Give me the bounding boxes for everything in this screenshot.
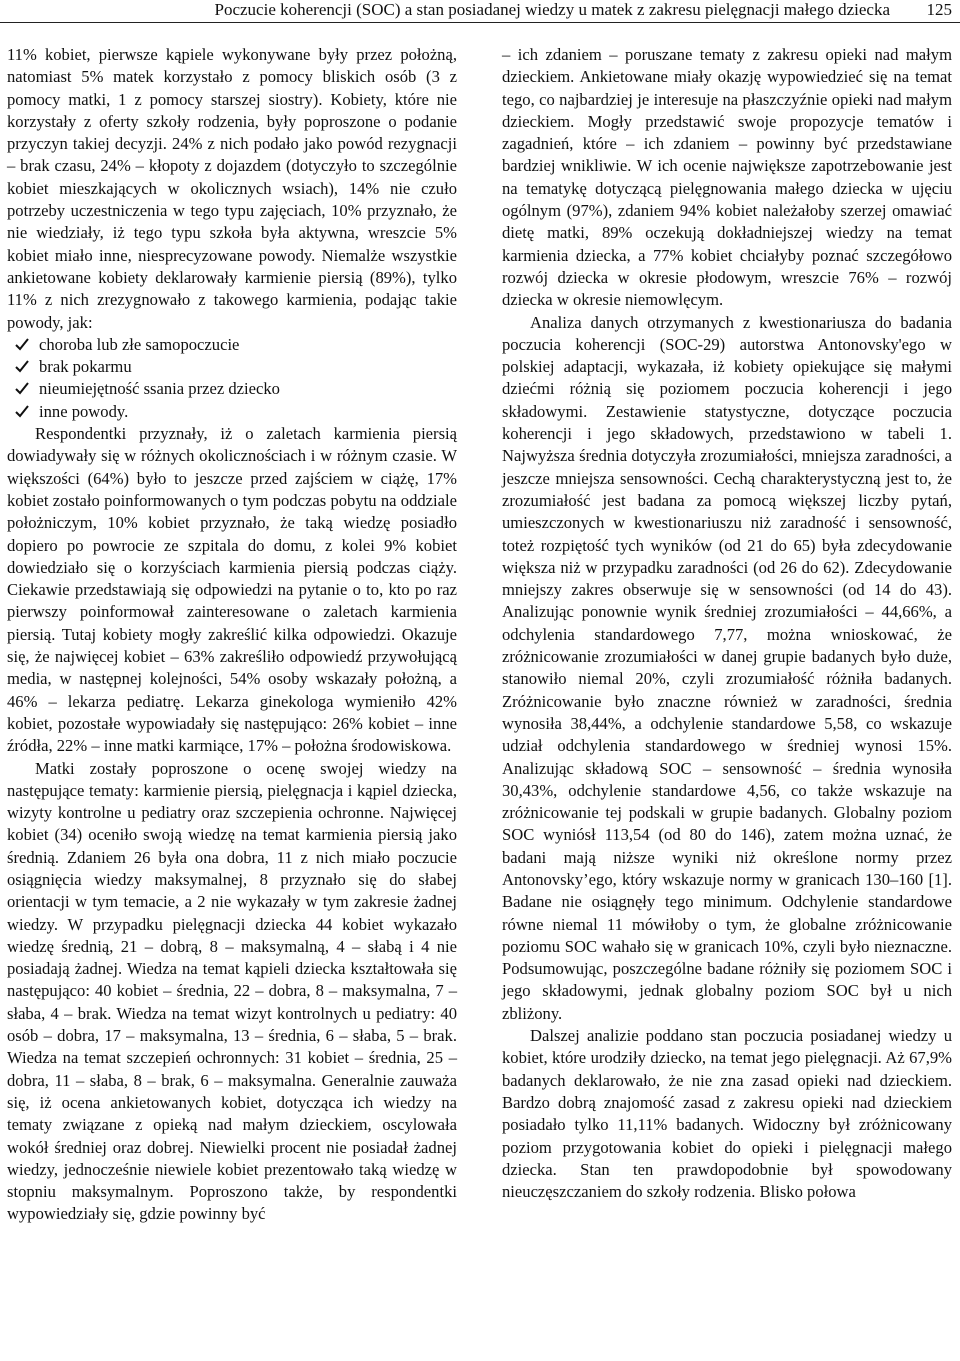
- page-number: 125: [926, 0, 952, 19]
- reasons-checklist: [7, 334, 457, 423]
- checkmark-icon: [15, 401, 39, 423]
- checkmark-icon: [15, 334, 39, 356]
- running-title: Poczucie koherencji (SOC) a stan posiadanej wiedzy u matek z zakresu pielęgnacji małego dziecka: [214, 0, 890, 19]
- checklist-item: [15, 378, 457, 400]
- checkmark-icon: [15, 356, 39, 378]
- checklist-item: [15, 334, 457, 356]
- checklist-item-text: inne powody.: [39, 401, 129, 421]
- paragraph: – ich zdaniem – poruszane tematy z zakresu opieki nad małym dzieckiem. Ankietowane miały okazję wypowiedzieć się na temat tego, co najbardziej je interesuje na płaszczyźnie opieki nad małym dzieckiem. Mogły przedstawić swoje propozycje tematów i zagadnień, które – ich zdaniem – powinny być przedstawiane bardziej wnikliwie. W ich ocenie największe zapotrzebowanie jest na tematykę dotyczącą pielęgnowania małego dziecka w ujęciu ogólnym (97%), zdaniem 94% kobiet należałoby szerzej omawiać dietę matki, 89% oczekują dokładniejszej wiedzy na temat karmienia dziecka, a 77% kobiet chciałyby poznać szczegółowo rozwój dziecka w okresie płodowym, wreszcie 76% – rozwój dziecka w okresie niemowlęcym.: [502, 45, 952, 310]
- paragraph: Dalszej analizie poddano stan poczucia posiadanej wiedzy u kobiet, które urodziły dziecko, na temat jego pielęgnacji. Aż 67,9% badanych deklarowało, że nie zna zasad opieki nad dzieckiem. Bardzo dobrą znajomość zasad z zakresu opieki nad dzieckiem posiadało tylko 11,11% badanych. Widoczny był zróżnicowany poziom przygotowania kobiet do opieki i pielęgnacji małego dziecka. Stan ten prawdopodobnie był spowodowany nieuczęszczaniem do szkoły rodzenia. Blisko połowa: [502, 1026, 952, 1202]
- running-header: [0, 0, 960, 22]
- paragraph: Respondentki przyznały, iż o zaletach karmienia piersią dowiadywały się w różnych okolicznościach i w różnym czasie. W większości (64%) było to jeszcze przed zajściem w ciążę, 17% kobiet zostało poinformowanych o tym podczas pobytu na oddziale położniczym, 10% kobiet przyznało, że taką wiedzę posiadło dopiero po powrocie ze szpitala do domu, z kolei 9% kobiet dowiedziało się o korzyściach karmienia piersią podczas ciąży. Ciekawie przedstawiają się odpowiedzi na pytanie o to, kto po raz pierwszy poinformował zainteresowane o zaletach karmienia piersią. Tutaj kobiety mogły zakreślić kilka odpowiedzi. Okazuje się, że najwięcej kobiet – 63% zakreśliło odpowiedź przywołującą media, w następnej kolejności, 54% osoby wskazały położną, a 46% – lekarza pediatrę. Lekarza ginekologa wymieniło 42% kobiet, pozostałe wypowiadały się następująco: 26% kobiet – inne źródła, 22% – inne matki karmiące, 17% – położna środowiskowa.: [7, 424, 457, 756]
- checklist-item-text: nieumiejętność ssania przez dziecko: [39, 379, 280, 399]
- paragraph: 11% kobiet, pierwsze kąpiele wykonywane były przez położną, natomiast 5% matek korzystało z pomocy bliskich osób (3 z pomocy matki, 1 z pomocy starszej siostry). Kobiety, które nie korzystały z oferty szkoły rodzenia, były poproszone o podanie przyczyn takiej decyzji. 24% z nich podało jako powód rezygnacji – brak czasu, 24% – kłopoty z dojazdem (dotyczyło to szczególnie kobiet mieszkających w okolicznych wsiach), 14% nie czuło potrzeby uczestniczenia w tego typu zajęciach, 10% przyznało, że nie wiedziały, iż tego typu szkoła była aktywna, wreszcie 5% kobiet miało inne, niesprecyzowane powody. Niemalże wszystkie ankietowane kobiety deklarowały karmienie piersią (89%), tylko 11% z nich zrezygnowało z takowego karmienia, podając takie powody, jak:: [7, 45, 457, 332]
- checklist-item: [15, 356, 457, 378]
- checklist-item-text: choroba lub złe samopoczucie: [39, 334, 240, 354]
- right-column: [502, 44, 952, 1203]
- left-column: [7, 44, 457, 1226]
- paragraph: Matki zostały poproszone o ocenę swojej wiedzy na następujące tematy: karmienie piersią, pielęgnacja i kąpiel dziecka, wizyty kontrolne u pediatry oraz szczepienia ochronne. Najwięcej kobiet (34) oceniło swoją wiedzę na temat karmienia piersią jako średnią. Zdaniem 26 była ona dobra, 11 z nich miało poczucie osiągnięcia wiedzy maksymalnej, 8 przyznało się do słabej orientacji w tym temacie, a 2 nie wykazały w tym zakresie żadnej wiedzy. W przypadku pielęgnacji dziecka 44 kobiet wykazało wiedzę średnią, 21 – dobrą, 8 – maksymalną, 4 – słabą i 4 nie posiadają żadnej. Wiedza na temat kąpieli dziecka kształtowała się następująco: 40 kobiet – średnia, 22 – dobra, 8 – maksymalna, 7 – słaba, 4 – brak. Wiedza na temat wizyt kontrolnych u pediatry: 40 osób – dobra, 17 – maksymalna, 13 – średnia, 6 – słaba, 5 – brak. Wiedza na temat szczepień ochronnych: 31 kobiet – średnia, 25 – dobra, 11 – słaba, 8 – brak, 6 – maksymalna. Generalnie zauważa się, iż ocena ankietowanych kobiet, dotycząca ich wiedzy na tematy związane z opieką nad małym dzieckiem, oscylowała wokół średniej oraz dobrej. Niewielki procent nie posiadał żadnej wiedzy, jednocześnie niewiele kobiet prezentowało taką wiedzę w stopniu maksymalnym. Poproszono także, by respondentki wypowiedziały się, gdzie powinny być: [7, 758, 457, 1224]
- header-rule: [0, 22, 960, 23]
- checklist-item: [15, 401, 457, 423]
- paragraph: Analiza danych otrzymanych z kwestionariusza do badania poczucia koherencji (SOC-29) autorstwa Antonovsky'ego w polskiej adaptacji, wykazała, iż kobiety opiekujące się małymi dziećmi różnią się poziomem poczucia koherencji i jego składowymi. Zestawienie statystyczne, dotyczące poczucia koherencji i jego składowych, przedstawiono w tabeli 1. Najwyższa średnia dotyczyła zrozumiałości, mniejsza zaradności, a jeszcze mniejsza sensowności. Cechą charakterystyczną jest to, że zrozumiałość jest badana za pomocą większej liczby pytań, umieszczonych w kwestionariuszu niż zaradność i sensowność, toteż rozpiętość tych wyników (od 21 do 65) była zdecydowanie większa niż w przypadku zaradności (od 26 do 62). Zdecydowanie mniejszy zakres obserwuje się w sensowności (od 14 do 43). Analizując ponownie wynik średniej zrozumiałości – 44,66%, a odchylenia standardowego 7,77, można wnioskować, że zróżnicowanie zrozumiałości w danej grupie badanych było duże, stanowiło niemal 20%, czyli zrozumiałość różniła badanych. Zróżnicowanie było znaczne również w zaradności, średnia wynosiła 38,44%, a odchylenie standardowe 5,58, co wskazuje udział odchylenia standardowego w średniej wynosi 15%. Analizując składową SOC – sensowność – średnia wynosiła 30,43%, odchylenie standardowe 4,56, co także wskazuje na zróżnicowanie tej podskali w grupie badanych. Globalny poziom SOC wyniósł 113,54 (od 80 do 146), zatem można uznać, że badani mają niższe wyniki niż określone normy przez Antonovsky’ego, który wskazuje normy w granicach 130–160 [1]. Badane nie osiągnęły tego minimum. Odchylenie standardowe równe niemal 11 mówiłoby o tym, że globalne zróżnicowanie poziomu SOC wahało się w granicach 10%, czyli było nieznaczne. Podsumowując, poszczególne badane różniły się poziomem SOC i jego składowymi, jednak globalny poziom SOC był u nich zbliżony.: [502, 312, 952, 1023]
- checklist-item-text: brak pokarmu: [39, 357, 132, 377]
- checkmark-icon: [15, 378, 39, 400]
